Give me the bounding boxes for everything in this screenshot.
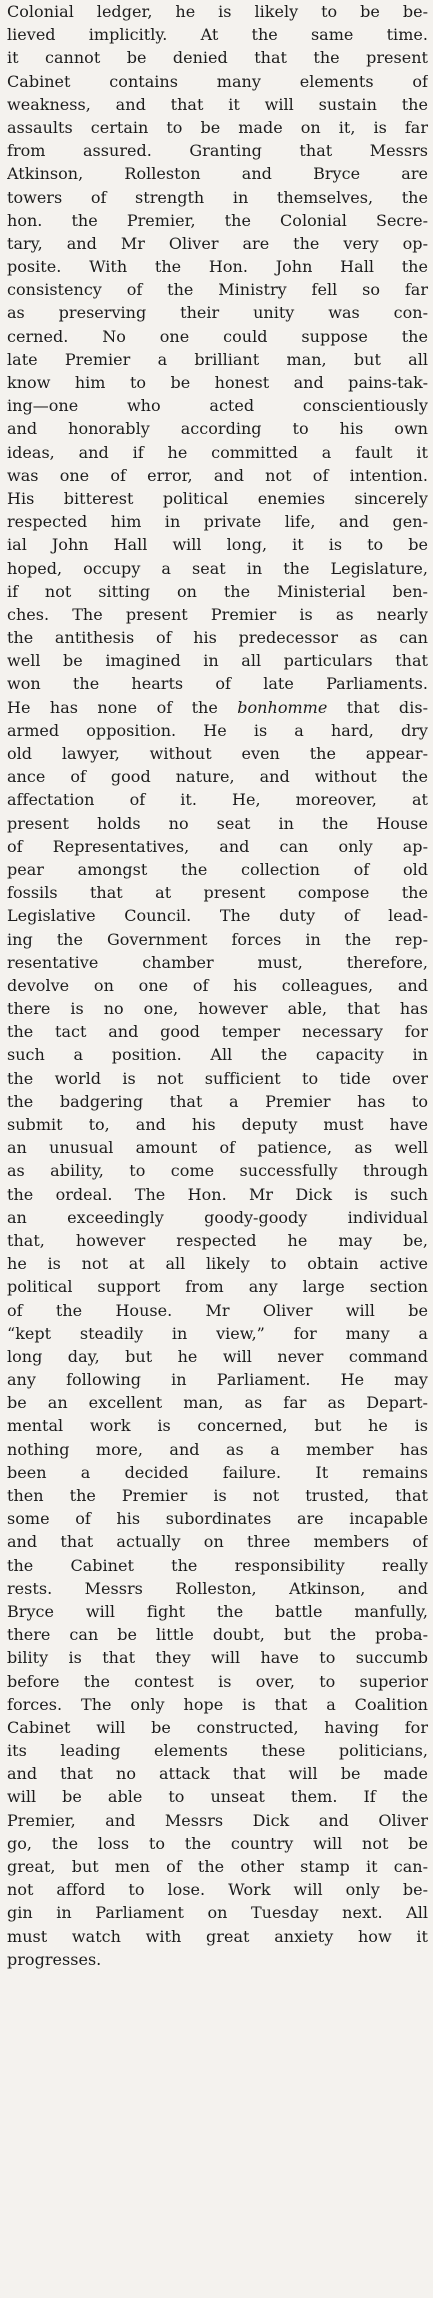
- article-line: respected him in private life, and gen-: [7, 512, 428, 532]
- article-line: he is not at all likely to obtain active: [7, 1254, 428, 1274]
- article-line: political support from any large section: [7, 1277, 428, 1297]
- article-line: assaults certain to be made on it, is far: [7, 117, 428, 137]
- article-line: it cannot be denied that the present: [7, 48, 428, 68]
- article-line: ches. The present Premier is as nearly: [7, 604, 428, 624]
- article-line: progresses.: [7, 1949, 102, 1969]
- article-line: before the contest is over, to superior: [7, 1671, 428, 1691]
- article-line: affectation of it. He, moreover, at: [7, 790, 428, 810]
- article-line: nothing more, and as a member has: [7, 1439, 428, 1459]
- article-line: towers of strength in themselves, the: [7, 187, 428, 207]
- article-line: must watch with great anxiety how it: [7, 1926, 428, 1946]
- article-line: and that actually on three members of: [7, 1532, 428, 1552]
- article-line: then the Premier is not trusted, that: [7, 1486, 428, 1505]
- article-line: mental work is concerned, but he is: [7, 1416, 428, 1436]
- article-line: great, but men of the other stamp it can-: [7, 1857, 428, 1876]
- article-line: tary, and Mr Oliver are the very op-: [7, 233, 428, 253]
- article-line: know him to be honest and pains-tak-: [7, 373, 428, 392]
- article-line: was one of error, and not of intention.: [7, 465, 428, 485]
- article-body: [7, 0, 428, 1971]
- article-line: devolve on one of his colleagues, and: [7, 975, 428, 995]
- article-line: Legislative Council. The duty of lead-: [7, 906, 428, 926]
- article-line: that, however respected he may be,: [7, 1230, 428, 1250]
- article-line: late Premier a brilliant man, but all: [7, 349, 428, 369]
- article-line: of Representatives, and can only ap-: [7, 836, 428, 856]
- article-line: ing—one who acted conscientiously: [7, 396, 428, 416]
- article-line: Atkinson, Rolleston and Bryce are: [7, 164, 428, 184]
- article-line: Cabinet contains many elements of: [7, 71, 428, 91]
- article-line: such a position. All the capacity in: [7, 1045, 428, 1065]
- article-line: ance of good nature, and without the: [7, 767, 428, 787]
- article-line: consistency of the Ministry fell so far: [7, 280, 428, 300]
- article-line: cerned. No one could suppose the: [7, 326, 428, 346]
- article-line: well be imagined in all particulars that: [7, 651, 428, 671]
- article-line: Premier, and Messrs Dick and Oliver: [7, 1810, 428, 1830]
- article-line: won the hearts of late Parliaments.: [7, 674, 428, 694]
- article-line: lieved implicitly. At the same time.: [7, 25, 428, 45]
- article-line: as preserving their unity was con-: [7, 303, 428, 323]
- article-line: been a decided failure. It remains: [7, 1462, 428, 1482]
- article-line: from assured. Granting that Messrs: [7, 141, 428, 161]
- article-line: some of his subordinates are incapable: [7, 1509, 428, 1529]
- article-line: bility is that they will have to succumb: [7, 1648, 428, 1668]
- article-line: hoped, occupy a seat in the Legislature,: [7, 558, 428, 578]
- article-line: be an excellent man, as far as Depart-: [7, 1393, 428, 1413]
- article-line: go, the loss to the country will not be: [7, 1833, 428, 1853]
- article-line: if not sitting on the Ministerial ben-: [7, 581, 428, 601]
- article-line: armed opposition. He is a hard, dry: [7, 720, 428, 740]
- article-line: “kept steadily in view,” for many a: [7, 1323, 428, 1343]
- article-line: and honorably according to his own: [7, 419, 428, 439]
- article-line: there is no one, however able, that has: [7, 999, 428, 1019]
- article-line: the ordeal. The Hon. Mr Dick is such: [7, 1184, 428, 1204]
- article-line: the Cabinet the responsibility really: [7, 1555, 428, 1575]
- article-line: pear amongst the collection of old: [7, 859, 428, 879]
- article-line: forces. The only hope is that a Coalition: [7, 1694, 428, 1714]
- article-line: old lawyer, without even the appear-: [7, 744, 428, 763]
- article-line: Bryce will fight the battle manfully,: [7, 1601, 428, 1621]
- article-line: rests. Messrs Rolleston, Atkinson, and: [7, 1578, 428, 1598]
- article-line: Cabinet will be constructed, having for: [7, 1717, 428, 1737]
- article-line: ial John Hall will long, it is to be: [7, 535, 428, 555]
- article-line: resentative chamber must, therefore,: [7, 952, 428, 972]
- article-line: there can be little doubt, but the proba-: [7, 1625, 428, 1645]
- article-line: fossils that at present compose the: [7, 883, 428, 903]
- article-line: of the House. Mr Oliver will be: [7, 1300, 428, 1320]
- article-line: gin in Parliament on Tuesday next. All: [7, 1903, 428, 1923]
- article-line: He has none of the bonhomme that dis-: [7, 697, 428, 717]
- article-line: weakness, and that it will sustain the: [7, 94, 428, 114]
- article-line: and that no attack that will be made: [7, 1764, 428, 1784]
- article-line: the world is not sufficient to tide over: [7, 1068, 428, 1088]
- article-line: an exceedingly goody-goody individual: [7, 1207, 428, 1227]
- article-line: ideas, and if he committed a fault it: [7, 442, 428, 462]
- article-line: submit to, and his deputy must have: [7, 1115, 428, 1134]
- article-line: hon. the Premier, the Colonial Secre-: [7, 210, 428, 230]
- article-line: as ability, to come successfully through: [7, 1161, 428, 1181]
- article-line: will be able to unseat them. If the: [7, 1787, 428, 1807]
- article-line: the tact and good temper necessary for: [7, 1022, 428, 1042]
- article-line: its leading elements these politicians,: [7, 1741, 428, 1761]
- article-line: ing the Government forces in the rep-: [7, 929, 428, 949]
- italic-term: bonhomme: [237, 697, 328, 717]
- article-line: any following in Parliament. He may: [7, 1370, 428, 1390]
- article-line: the badgering that a Premier has to: [7, 1091, 428, 1111]
- article-line: not afford to lose. Work will only be-: [7, 1880, 428, 1900]
- article-line: His bitterest political enemies sincerely: [7, 488, 428, 508]
- article-line: present holds no seat in the House: [7, 813, 428, 833]
- article-line: posite. With the Hon. John Hall the: [7, 257, 428, 277]
- article-line: the antithesis of his predecessor as can: [7, 628, 428, 648]
- article-line: an unusual amount of patience, as well: [7, 1138, 428, 1158]
- article-line: long day, but he will never command: [7, 1346, 428, 1366]
- article-line: Colonial ledger, he is likely to be be-: [7, 2, 428, 21]
